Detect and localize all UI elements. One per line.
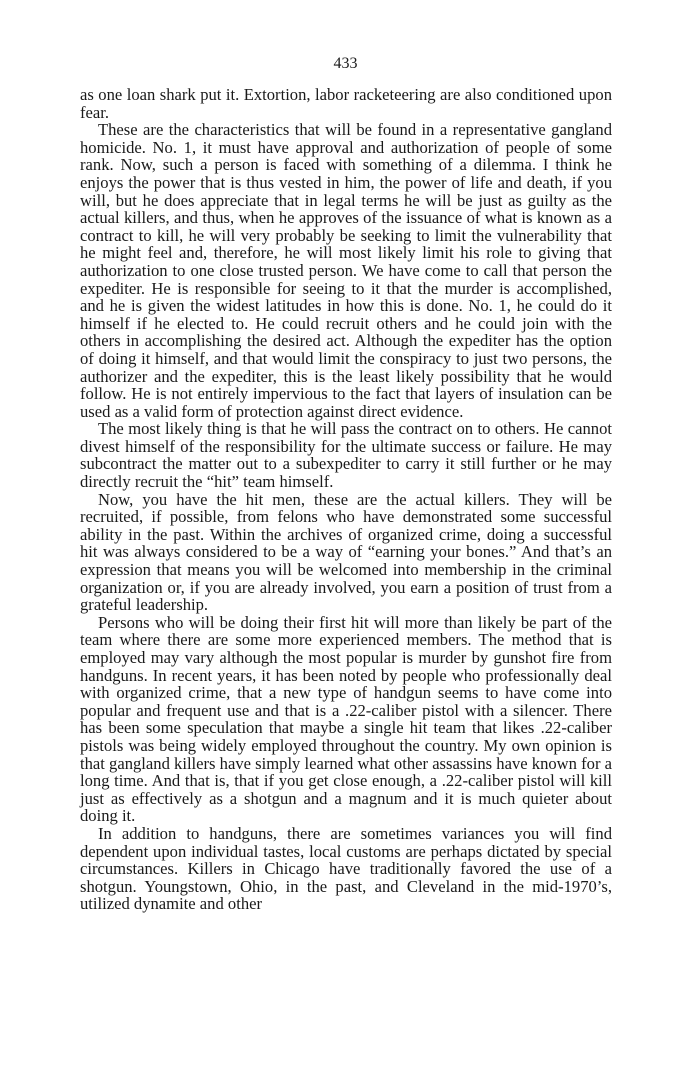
paragraph: Persons who will be doing their first hit will more than likely be part of the team where there are some more experienced members. The method that is employed may vary although the most popular is murder by gunshot fire from handguns. In recent years, it has been noted by people who professionally deal with organized crime, that a new type of handgun seems to have come into popular and frequent use and that is a .22-caliber pistol with a silencer. There has been some speculation that maybe a single hit team that likes .22-caliber pistols was being widely employed throughout the country. My own opinion is that gangland killers have simply learned what other assassins have known for a long time. And that is, that if you get close enough, a .22-caliber pistol will kill just as effectively as a shotgun and a magnum and it is much quieter about doing it. <box>80 612 612 826</box>
paragraph: In addition to handguns, there are sometimes variances you will find dependent upon individual tastes, local customs are perhaps dictated by special circumstances. Killers in Chicago have traditionally favored the use of a shotgun. Youngstown, Ohio, in the past, and Cleveland in the mid-1970’s, utilized dynamite and other <box>80 823 612 914</box>
paragraph: These are the characteristics that will be found in a representative gangland homicide. No. 1, it must have approval and authorization of people of some rank. Now, such a person is faced with something of a dilemma. I think he enjoys the power that is thus vested in him, the power of life and death, if you will, but he does appreciate that in legal terms he will be just as guilty as the actual killers, and thus, when he approves of the issuance of what is known as a contract to kill, he will very probably be seeking to limit the vulnerability that he might feel and, therefore, he will most likely limit his role to giving that authorization to one close trusted person. We have come to call that person the expediter. He is responsible for seeing to it that the murder is accomplished, and he is given the widest latitudes in how this is done. No. 1, he could do it himself if he elected to. He could recruit others and he could join with the others in accomplishing the desired act. Although the expediter has the option of doing it himself, and that would limit the conspiracy to just two persons, the authorizer and the expediter, this is the least likely possibility that he would follow. He is not entirely impervious to the fact that layers of insulation can be used as a valid form of protection against direct evidence. <box>80 120 612 421</box>
page-number: 433 <box>333 55 358 72</box>
body-text <box>80 86 612 913</box>
paragraph: The most likely thing is that he will pass the contract on to others. He cannot divest himself of the responsibility for the ultimate success or failure. He may subcontract the matter out to a subexpediter to carry it still further or he may directly recruit the “hit” team himself. <box>80 419 612 492</box>
paragraph: Now, you have the hit men, these are the actual killers. They will be recruited, if possible, from felons who have demonstrated some successful ability in the past. Within the archives of organized crime, doing a successful hit was always considered to be a way of “earning your bones.” And that’s an expression that means you will be welcomed into membership in the criminal organization or, if you are already involved, you earn a position of trust from a grateful leadership. <box>80 489 612 615</box>
paragraph: as one loan shark put it. Extortion, labor racketeering are also conditioned upon fear. <box>80 85 612 122</box>
